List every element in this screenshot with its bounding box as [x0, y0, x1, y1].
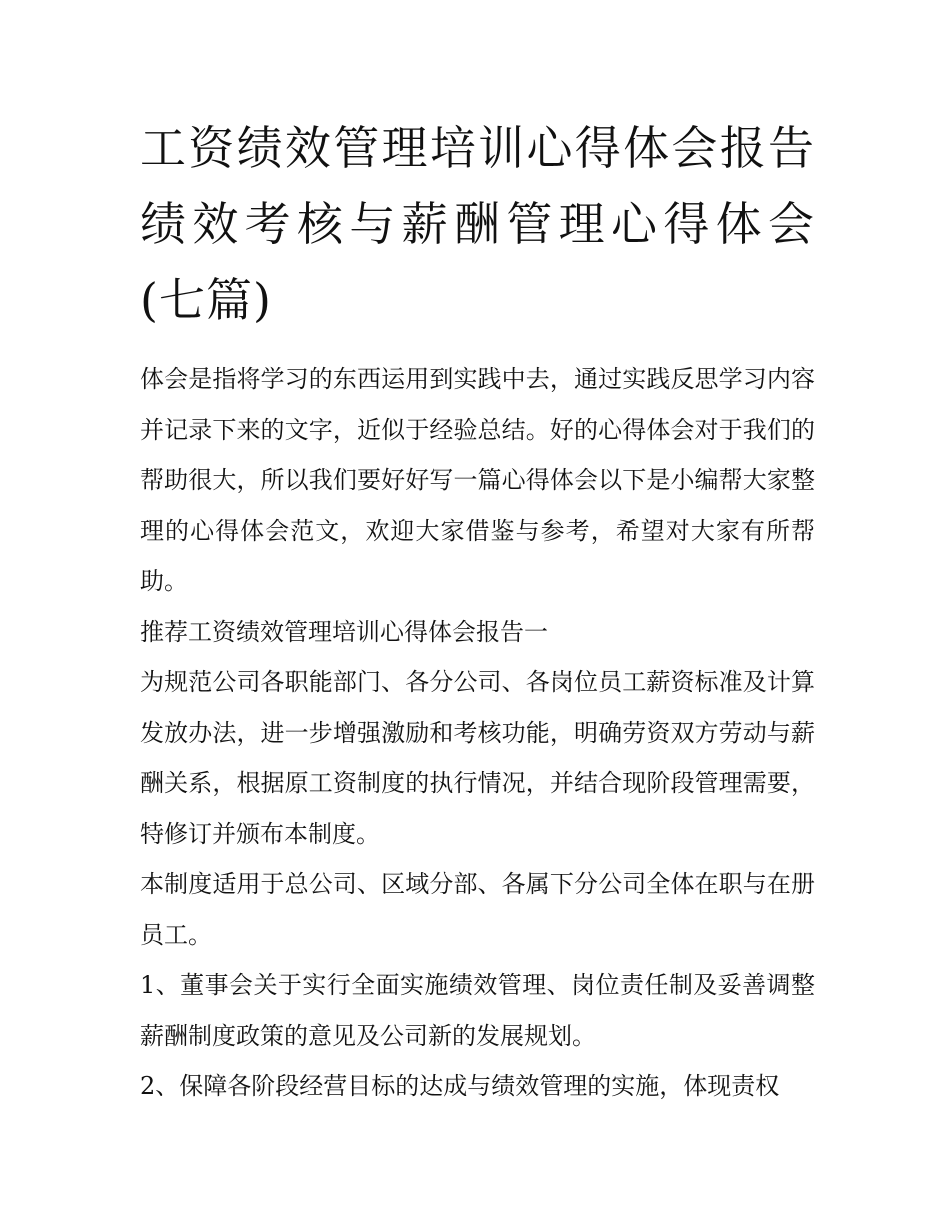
document-page — [140, 110, 815, 1112]
paragraph-item-2: 2、保障各阶段经营目标的达成与绩效管理的实施，体现责权 — [140, 1072, 780, 1100]
paragraph-section-heading: 推荐工资绩效管理培训心得体会报告一 — [140, 617, 548, 646]
paragraph-purpose: 为规范公司各职能部门、各分公司、各岗位员工薪资标准及计算发放办法，进一步增强激励和考核功能，明确劳资双方劳动与薪酬关系，根据原工资制度的执行情况，并结合现阶段管理需要，特修订并颁布本制度。 — [140, 668, 815, 848]
paragraph-intro: 体会是指将学习的东西运用到实践中去，通过实践反思学习内容并记录下来的文字，近似于经验总结。好的心得体会对于我们的帮助很大，所以我们要好好写一篇心得体会以下是小编帮大家整理的心得体会范文，欢迎大家借鉴与参考，希望对大家有所帮助。 — [140, 365, 815, 595]
document-title: 工资绩效管理培训心得体会报告 绩效考核与薪酬管理心得体会(七篇) — [140, 121, 815, 327]
paragraph-scope: 本制度适用于总公司、区域分部、各属下分公司全体在职与在册员工。 — [140, 870, 815, 949]
paragraph-item-1: 1、董事会关于实行全面实施绩效管理、岗位责任制及妥善调整薪酬制度政策的意见及公司新的发展规划。 — [140, 971, 815, 1050]
